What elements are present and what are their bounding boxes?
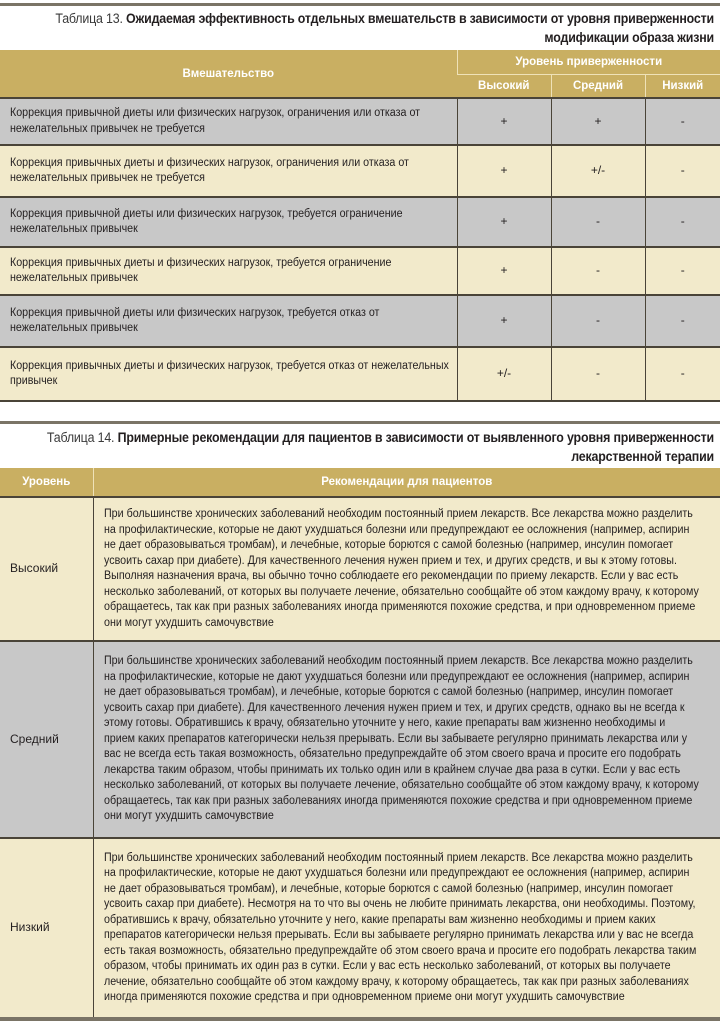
table-row xyxy=(0,98,720,145)
level-label: Средний xyxy=(0,641,93,838)
high-value: + xyxy=(457,247,551,295)
low-value: - xyxy=(645,347,720,401)
low-value: - xyxy=(645,145,720,197)
header-intervention: Вмешательство xyxy=(0,50,457,98)
table14-caption-label: Таблица 14. xyxy=(46,430,115,445)
high-value: +/- xyxy=(457,347,551,401)
table-row xyxy=(0,838,720,1017)
medium-value: - xyxy=(551,347,645,401)
table13 xyxy=(0,50,720,402)
table13-caption-title: Ожидаемая эффективность отдельных вмешательств в зависимости от уровня приверженности xyxy=(126,11,715,26)
high-value: + xyxy=(457,145,551,197)
table13-caption xyxy=(0,9,714,47)
medium-value: + xyxy=(551,98,645,145)
table13-caption-label: Таблица 13. xyxy=(55,11,123,26)
intervention-text: Коррекция привычных диеты и физических нагрузок, требуется отказ от нежелательных привычек xyxy=(10,359,449,387)
recommendation-text: При большинстве хронических заболеваний необходим постоянный прием лекарств. Все лекарства можно разделить на профилактические, которые не дают ухудшаться болезни или предупреждают ее осложнения (например, аспирин не дает образовываться тромбам), и лечебные, которые борются с самой болезнью (например, инсулин помогает усвоить сахар при диабете). Несмотря на то что вы очень не любите принимать лекарства, они необходимы. Поэтому, обратившись к врачу, обязательно уточните у него, какие препараты вам жизненно необходимы и прием каких препаратов категорически нельзя прерывать. Если вы забываете регулярно принимать лекарства или у вас не всегда есть такая возможность, обязательно предупреждайте об этом своего врача и просите его подобрать лекарства таким образом, чтобы принимать их один раз в сутки. Если у вас есть несколько заболеваний, от которых вы получаете лечение, обязательно сообщайте об этом каждому врачу, к которому обращаетесь, так как при разных заболеваниях иногда применяются похожие средства и при одновременном приеме они могут ухудшить самочувствие xyxy=(103,851,696,1003)
table-row xyxy=(0,497,720,641)
table-row xyxy=(0,145,720,197)
table-row xyxy=(0,197,720,247)
table14-caption-title-line2: лекарственной терапии xyxy=(571,449,714,464)
recommendation-text: При большинстве хронических заболеваний необходим постоянный прием лекарств. Все лекарства можно разделить на профилактические, которые не дают ухудшаться болезни или предупреждают ее осложнения (например, аспирин не дает образовываться тромбам), и лечебные, которые борются с самой болезнью (например, инсулин помогает усвоить сахар при диабете). Для качественного лечения нужен прием и тех, и других средств, однако вы не всегда к этому готовы. Обратившись к врачу, обязательно уточните у него, какие препараты вам жизненно необходимы и прием каких препаратов категорически нельзя прерывать. Если вы забываете регулярно принимать лекарства или у вас не всегда есть такая возможность, обязательно предупреждайте об этом своего врача и просите его подобрать лекарства таким образом, чтобы принимать их только один или в крайнем случае два раза в сутки. Если у вас есть несколько заболеваний, от которых вы получаете лечение, обязательно сообщайте об этом каждому врачу, к которому обращаетесь, так как при разных заболеваниях иногда применяются похожие средства и при одновременном приеме они могут ухудшить самочувствие xyxy=(103,655,699,823)
header-high: Высокий xyxy=(457,74,551,98)
intervention-text: Коррекция привычных диеты и физических нагрузок, требуется ограничение нежелательных привычек xyxy=(10,256,392,284)
medium-value: +/- xyxy=(551,145,645,197)
table14-top-rule xyxy=(0,421,720,424)
header-level: Уровень xyxy=(0,468,93,497)
table14-caption xyxy=(0,428,714,466)
header-medium: Средний xyxy=(551,74,645,98)
low-value: - xyxy=(645,197,720,247)
medium-value: - xyxy=(551,295,645,347)
level-label: Высокий xyxy=(0,497,93,641)
table-row xyxy=(0,295,720,347)
high-value: + xyxy=(457,197,551,247)
medium-value: - xyxy=(551,197,645,247)
table-row xyxy=(0,247,720,295)
header-recommendations: Рекомендации для пациентов xyxy=(93,468,720,497)
high-value: + xyxy=(457,295,551,347)
header-low: Низкий xyxy=(645,74,720,98)
table-row xyxy=(0,347,720,401)
intervention-text: Коррекция привычной диеты или физических нагрузок, требуется отказ от нежелательных привычек xyxy=(10,306,380,334)
table-row xyxy=(0,641,720,838)
intervention-text: Коррекция привычной диеты или физических нагрузок, требуется ограничение нежелательных привычек xyxy=(10,207,403,235)
intervention-text: Коррекция привычных диеты и физических нагрузок, ограничения или отказа от нежелательных привычек не требуется xyxy=(10,156,409,184)
header-adherence-level: Уровень приверженности xyxy=(457,50,720,74)
level-label: Низкий xyxy=(0,838,93,1017)
table13-top-rule xyxy=(0,3,720,6)
table14 xyxy=(0,468,720,1017)
medium-value: - xyxy=(551,247,645,295)
low-value: - xyxy=(645,295,720,347)
intervention-text: Коррекция привычной диеты или физических нагрузок, ограничения или отказа от нежелательных привычек не требуется xyxy=(10,107,421,135)
high-value: + xyxy=(457,98,551,145)
table14-caption-title: Примерные рекомендации для пациентов в зависимости от выявленного уровня приверженности xyxy=(117,430,714,445)
table13-caption-title-line2: модификации образа жизни xyxy=(544,30,714,45)
low-value: - xyxy=(645,98,720,145)
table14-bottom-rule xyxy=(0,1017,720,1021)
recommendation-text: При большинстве хронических заболеваний необходим постоянный прием лекарств. Все лекарства можно разделить на профилактические, которые не дают ухудшаться болезни или предупреждают ее осложнения (например, аспирин не дает образовываться тромбам), и лечебные, которые борются с самой болезнью (например, инсулин помогает усвоить сахар при диабете). Для качественного лечения нужен прием и тех, и других средств, и вы к этому готовы. Выполняя назначения врача, вы обычно точно соблюдаете его рекомендации по приему лекарств. Если у вас есть несколько заболеваний, от которых вы получаете лечение, обязательно сообщайте об этом каждому врачу, к которому обращаетесь, так как при разных заболеваниях иногда применяются похожие средства, и при одновременном приеме они могут ухудшить самочувствие xyxy=(103,508,699,629)
low-value: - xyxy=(645,247,720,295)
